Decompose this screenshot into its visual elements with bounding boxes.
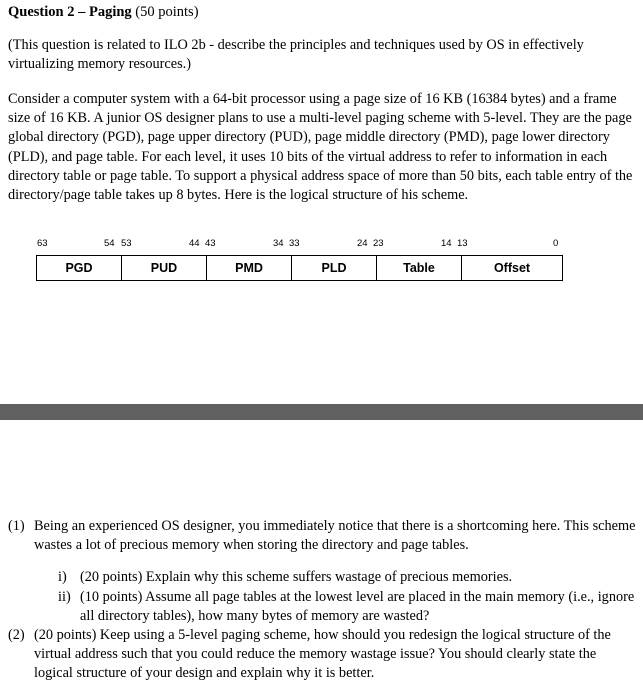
- scenario-paragraph: Consider a computer system with a 64-bit processor using a page size of 16 KB (16384 bytes) and a frame size of 16 KB. A junior OS designer plans to use a multi-level paging scheme with 5-level. They are the page global directory (PGD), page upper directory (PUD), page middle directory (PMD), page lower directory (PLD), and page table. For each level, it uses 10 bits of the virtual address to refer to information in each directory table or page table. To support a physical address space of more than 50 bits, each table entry of the directory/page table takes up 8 bytes. Here is the logical structure of his scheme.: [8, 91, 633, 204]
- subquestion-i-number: i): [58, 569, 67, 586]
- subquestion-i: [8, 568, 638, 587]
- subquestion-ii: [8, 588, 638, 626]
- question-1: [8, 517, 638, 555]
- subquestion-i-text: (20 points) Explain why this scheme suffers wastage of precious memories.: [80, 569, 513, 586]
- bit-label: 33: [289, 238, 300, 249]
- bit-label: 23: [373, 238, 384, 249]
- field-pud: PUD: [122, 256, 207, 280]
- field-pmd: PMD: [207, 256, 292, 280]
- field-pgd: PGD: [37, 256, 122, 280]
- bit-label: 14: [441, 238, 452, 249]
- questions-section: [8, 517, 638, 684]
- subquestion-ii-text: (10 points) Assume all page tables at the lowest level are placed in the main memory (i.e., ignore all directory tables), how many bytes of memory are wasted?: [80, 588, 635, 624]
- address-field-row: [36, 255, 563, 281]
- question-1-number: (1): [8, 518, 25, 534]
- ilo-note: (This question is related to ILO 2b - describe the principles and techniques used by OS in effectively virtualizing memory resources.): [8, 37, 584, 73]
- bit-label: 13: [457, 238, 468, 249]
- question-1-subparts: [8, 568, 638, 626]
- question-title: [8, 4, 199, 21]
- question-1-text: Being an experienced OS designer, you immediately notice that there is a shortcoming here. This scheme wastes a lot of precious memory when storing the directory and page tables.: [34, 518, 636, 554]
- question-2-number: (2): [8, 627, 25, 644]
- bit-label: 53: [121, 238, 132, 249]
- bit-label: 44: [189, 238, 200, 249]
- field-table: Table: [377, 256, 462, 280]
- field-offset: Offset: [493, 261, 531, 275]
- bit-label: 63: [37, 238, 48, 249]
- page-divider: [0, 404, 643, 420]
- bit-label: 24: [357, 238, 368, 249]
- bit-label: 54: [104, 238, 115, 249]
- question-2-text: (20 points) Keep using a 5-level paging scheme, how should you redesign the logical structure of the virtual address such that you could reduce the memory wastage issue? You should clearly state the logical structure of your design and explain why it is better.: [34, 627, 611, 682]
- question-points: (50 points): [135, 4, 199, 20]
- virtual-address-diagram: [0, 238, 643, 288]
- question-2: [8, 626, 638, 684]
- question-label: Question 2 – Paging: [8, 4, 132, 20]
- bit-label: 0: [553, 238, 559, 249]
- field-pld: PLD: [292, 256, 377, 280]
- bit-label: 34: [273, 238, 284, 249]
- subquestion-ii-number: ii): [58, 588, 71, 605]
- bit-label: 43: [205, 238, 216, 249]
